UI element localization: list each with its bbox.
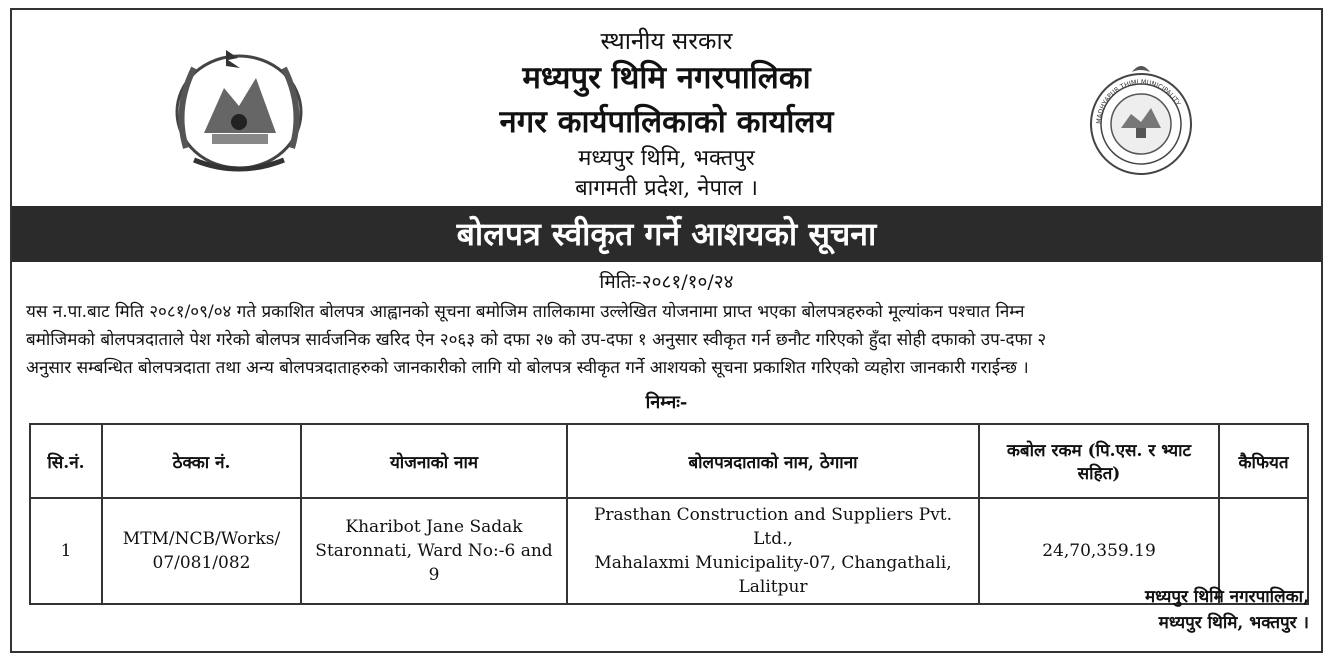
notice-frame [10, 8, 1323, 653]
notice-body-line: यस न.पा.बाट मिति २०८१/०९/०४ गते प्रकाशित बोलपत्र आह्वानको सूचना बमोजिम तालिकामा उल्लेखित योजनामा प्राप्त भएका बोलपत्रहरुको मूल्यांकन पश्चात निम्न [26, 302, 1025, 322]
notice-date: मितिः-२०८१/१०/२४ [599, 271, 734, 293]
project-name-line: Staronnati, Ward No:-6 and 9 [315, 541, 553, 585]
notice-body-line: बमोजिमको बोलपत्रदाताले पेश गरेको बोलपत्र सार्वजनिक खरिद ऐन २०६३ को दफा २७ को उप-दफा १ अनुसार स्वीकृत गर्न छनौट गरिएको हुँदा सोही दफाको उप-दफा २ [26, 330, 1047, 350]
header-province: बागमती प्रदेश, नेपाल । [575, 176, 758, 201]
signature-line: मध्यपुर थिमि, भक्तपुर । [1158, 613, 1309, 633]
col-header-contract-no: ठेक्का नं. [102, 424, 301, 498]
header-municipality-name: मध्यपुर थिमि नगरपालिका [522, 60, 811, 96]
cell-sn: 1 [30, 498, 102, 604]
bidder-line: Mahalaxmi Municipality-07, Changathali, [594, 553, 952, 573]
signature-line: मध्यपुर थिमि नगरपालिका, [1144, 587, 1309, 607]
header [12, 10, 1321, 206]
notice-title: बोलपत्र स्वीकृत गर्ने आशयको सूचना [12, 206, 1321, 262]
notice-body [26, 298, 1309, 382]
cell-bidder [567, 498, 979, 604]
header-office-name: नगर कार्यपालिकाको कार्यालय [499, 104, 834, 140]
col-header-remarks: कैफियत [1219, 424, 1308, 498]
cell-amount: 24,70,359.19 [979, 498, 1219, 604]
header-line-local-government: स्थानीय सरकार [600, 27, 733, 55]
bidder-line: Prasthan Construction and Suppliers Pvt. Ltd., [593, 505, 953, 549]
col-header-bidder: बोलपत्रदाताको नाम, ठेगाना [567, 424, 979, 498]
logo-ring-text: MADHYAPUR THIMI MUNICIPALITY [1094, 77, 1183, 125]
header-address: मध्यपुर थिमि, भक्तपुर [578, 146, 755, 171]
following-label: निम्नः- [645, 392, 688, 413]
bidder-line: Lalitpur [738, 577, 808, 597]
col-header-project-name: योजनाको नाम [301, 424, 567, 498]
col-header-amount: कबोल रकम (पि.एस. र भ्याट सहित) [979, 424, 1219, 498]
col-header-sn: सि.नं. [30, 424, 102, 498]
notice-body-line: अनुसार सम्बन्धित बोलपत्रदाता तथा अन्य बोलपत्रदाताहरुको जानकारीको लागि यो बोलपत्र स्वीकृत गर्ने आशयको सूचना प्रकाशित गरिएको व्यहोरा जानकारी गराईन्छ । [26, 358, 1029, 378]
contract-no-line: 07/081/082 [152, 553, 251, 573]
cell-contract-no [102, 498, 301, 604]
table-header-row [30, 424, 1308, 498]
cell-project-name [301, 498, 567, 604]
signature-block [1145, 584, 1309, 636]
bid-table [29, 423, 1309, 605]
table-row [30, 498, 1308, 604]
contract-no-line: MTM/NCB/Works/ [122, 529, 281, 549]
project-name-line: Kharibot Jane Sadak [345, 517, 523, 537]
